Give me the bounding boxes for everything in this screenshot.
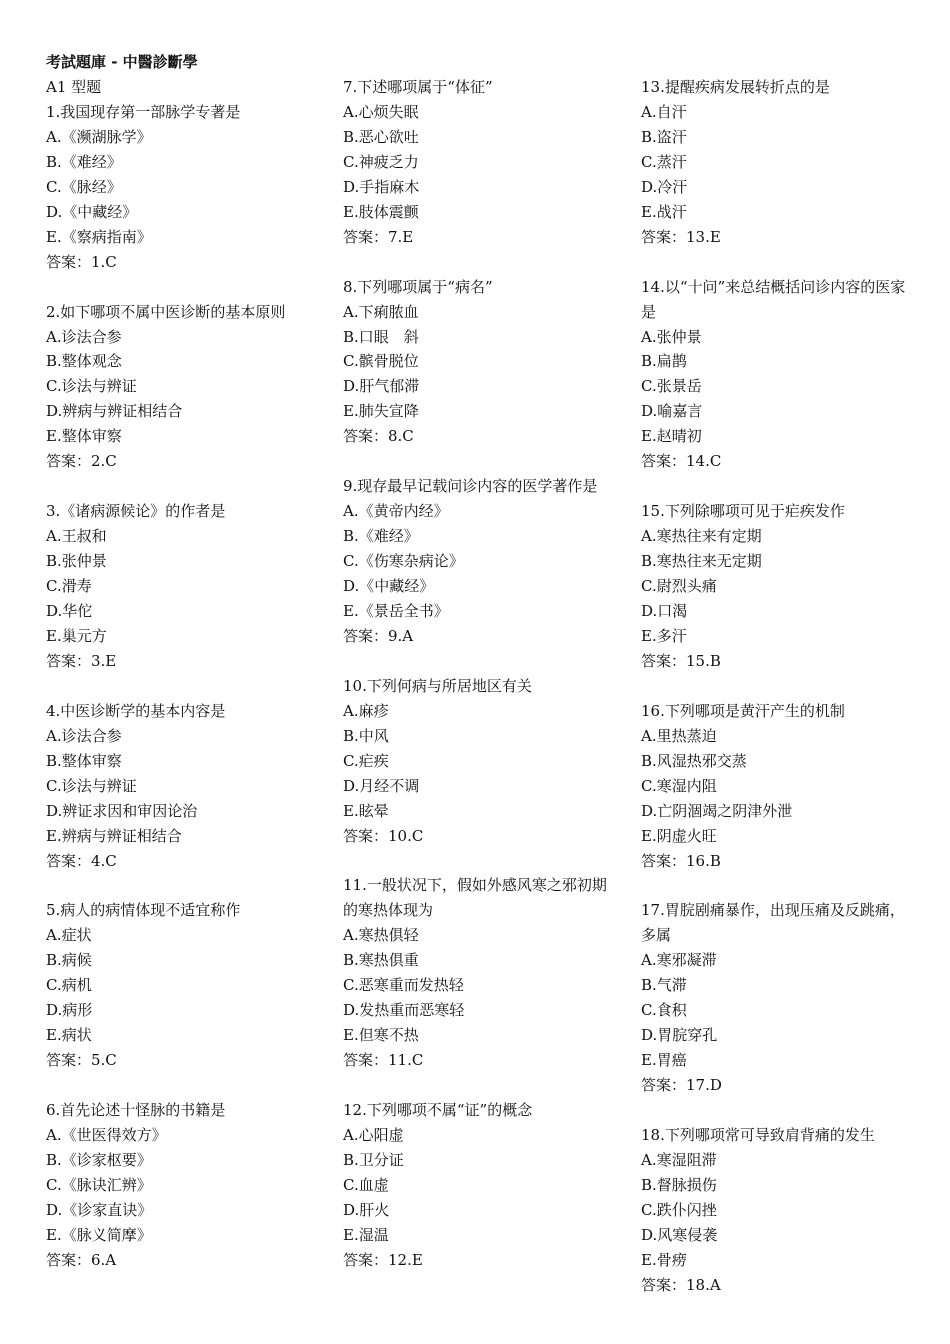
answer-option: E.病状	[46, 1026, 92, 1045]
answer-option: A.《濒湖脉学》	[46, 127, 152, 146]
answer-option: C.寒湿内阻	[641, 776, 717, 795]
answer-option: A.寒邪凝滞	[641, 951, 717, 970]
answer-option: B.病候	[46, 951, 92, 970]
answer-option: D.手指麻木	[343, 177, 420, 196]
answer-option: C.恶寒重而发热轻	[343, 976, 464, 995]
answer-key: 答案：4.C	[46, 851, 117, 870]
answer-option: E.肢体震颤	[343, 202, 419, 221]
answer-option: E.战汗	[641, 202, 687, 221]
question-stem: 18.下列哪项常可导致肩背痛的发生	[641, 1125, 875, 1144]
question-block	[641, 699, 913, 874]
answer-option: E.但寒不热	[343, 1026, 419, 1045]
section-label: A1 型题	[46, 78, 102, 96]
answer-option: E.整体审察	[46, 427, 122, 446]
answer-option: A.《世医得效方》	[46, 1125, 167, 1144]
question-block	[641, 898, 913, 1098]
answer-option: E.多汗	[641, 626, 687, 645]
answer-option: A.《黄帝内经》	[343, 502, 449, 521]
answer-option: D.《中藏经》	[343, 577, 435, 596]
answer-option: B.张仲景	[46, 552, 107, 571]
question-block	[343, 275, 615, 450]
answer-option: A.寒湿阻滞	[641, 1150, 717, 1169]
answer-option: D.肝火	[343, 1200, 390, 1219]
question-stem: 7.下述哪项属于“体征”	[343, 78, 493, 96]
answer-key: 答案：6.A	[46, 1250, 117, 1269]
answer-option: D.口渴	[641, 601, 688, 620]
answer-key: 答案：8.C	[343, 427, 414, 446]
answer-option: A.张仲景	[641, 327, 702, 346]
answer-option: D.喻嘉言	[641, 402, 703, 421]
column-1	[46, 75, 318, 1298]
answer-option: E.赵晴初	[641, 427, 702, 446]
answer-option: E.辨病与辨证相结合	[46, 826, 182, 845]
question-block	[46, 499, 318, 674]
answer-option: C.《伤寒杂病论》	[343, 552, 464, 571]
answer-option: B.风湿热邪交蒸	[641, 751, 747, 770]
answer-option: E.湿温	[343, 1225, 389, 1244]
answer-option: C.诊法与辨证	[46, 377, 137, 396]
answer-option: D.胃脘穿孔	[641, 1026, 718, 1045]
question-stem: 16.下列哪项是黄汗产生的机制	[641, 701, 845, 720]
answer-option: C.《脉诀汇辨》	[46, 1175, 152, 1194]
answer-key: 答案：14.C	[641, 452, 722, 471]
answer-option: B.《难经》	[343, 527, 419, 546]
answer-option: A.心阳虚	[343, 1125, 404, 1144]
column-2	[343, 75, 615, 1298]
question-stem: 12.下列哪项不属“证”的概念	[343, 1101, 533, 1119]
answer-key: 答案：3.E	[46, 651, 117, 670]
answer-option: E.骨痨	[641, 1250, 687, 1269]
answer-key: 答案：2.C	[46, 452, 117, 471]
answer-option: A.诊法合参	[46, 327, 122, 346]
question-stem: 15.下列除哪项可见于疟疾发作	[641, 502, 845, 521]
answer-key: 答案：9.A	[343, 626, 414, 645]
answer-key: 答案：12.E	[343, 1250, 423, 1269]
question-block	[46, 898, 318, 1073]
answer-option: A.寒热俱轻	[343, 926, 419, 945]
answer-option: B.扁鹊	[641, 352, 687, 371]
answer-option: A.寒热往来有定期	[641, 527, 762, 546]
answer-option: B.卫分证	[343, 1150, 404, 1169]
answer-option: A.王叔和	[46, 527, 107, 546]
question-block	[343, 674, 615, 849]
answer-option: C.诊法与辨证	[46, 776, 137, 795]
column-3	[641, 75, 913, 1323]
answer-option: C.血虚	[343, 1175, 389, 1194]
answer-key: 答案：11.C	[343, 1051, 424, 1070]
answer-option: E.《脉义简摩》	[46, 1225, 152, 1244]
answer-option: B.中风	[343, 726, 389, 745]
question-stem: 13.提醒疾病发展转折点的是	[641, 78, 830, 96]
answer-option: C.滑寿	[46, 577, 92, 596]
question-stem: 5.病人的病情体现不适宜称作	[46, 901, 241, 920]
answer-option: B.《诊家枢要》	[46, 1150, 152, 1169]
answer-option: E.眩晕	[343, 801, 389, 820]
question-stem: 2.如下哪项不属中医诊断的基本原则	[46, 302, 286, 321]
question-block	[641, 275, 913, 475]
answer-option: E.肺失宣降	[343, 402, 419, 421]
answer-option: A.症状	[46, 926, 92, 945]
answer-key: 答案：17.D	[641, 1076, 722, 1095]
answer-option: D.肝气郁滞	[343, 377, 420, 396]
answer-option: D.亡阴涸竭之阴津外泄	[641, 801, 793, 820]
answer-option: A.心烦失眠	[343, 102, 419, 121]
question-stem: 3.《诸病源候论》的作者是	[46, 502, 226, 521]
answer-option: B.督脉损伤	[641, 1175, 717, 1194]
question-block	[343, 873, 615, 1073]
answer-option: C.跌仆闪挫	[641, 1200, 717, 1219]
answer-option: B.寒热俱重	[343, 951, 419, 970]
question-block	[343, 75, 615, 250]
answer-option: C.疟疾	[343, 751, 389, 770]
question-block	[641, 1123, 913, 1298]
answer-option: C.《脉经》	[46, 177, 122, 196]
answer-option: D.《诊家直诀》	[46, 1200, 153, 1219]
answer-option: A.麻疹	[343, 701, 389, 720]
answer-option: A.诊法合参	[46, 726, 122, 745]
answer-key: 答案：13.E	[641, 227, 721, 246]
answer-option: E.《察病指南》	[46, 227, 152, 246]
question-stem: 11.一般状况下，假如外感风寒之邪初期的寒热体现为	[343, 876, 607, 920]
question-block	[343, 1098, 615, 1273]
answer-option: E.巢元方	[46, 626, 107, 645]
question-stem: 9.现存最早记载问诊内容的医学著作是	[343, 477, 598, 496]
answer-option: D.华佗	[46, 601, 93, 620]
question-block	[46, 300, 318, 475]
answer-option: A.下痢脓血	[343, 302, 419, 321]
answer-option: B.口眼 斜	[343, 327, 419, 346]
question-stem: 1.我国现存第一部脉学专著是	[46, 102, 241, 121]
question-stem: 4.中医诊断学的基本内容是	[46, 701, 226, 720]
answer-option: D.辨证求因和审因论治	[46, 801, 198, 820]
page-title: 考試題庫 - 中醫診斷學	[46, 53, 198, 71]
question-stem: 6.首先论述十怪脉的书籍是	[46, 1101, 226, 1119]
question-stem: 10.下列何病与所居地区有关	[343, 676, 532, 695]
question-block	[641, 499, 913, 674]
answer-option: D.辨病与辨证相结合	[46, 402, 183, 421]
answer-option: C.神疲乏力	[343, 152, 419, 171]
answer-option: B.整体审察	[46, 751, 122, 770]
answer-option: B.气滞	[641, 976, 687, 995]
answer-key: 答案：5.C	[46, 1051, 117, 1070]
question-block	[46, 699, 318, 874]
answer-option: D.《中藏经》	[46, 202, 138, 221]
question-stem: 8.下列哪项属于“病名”	[343, 277, 493, 296]
question-block	[46, 100, 318, 275]
answer-option: D.月经不调	[343, 776, 420, 795]
answer-option: D.发热重而恶寒轻	[343, 1001, 465, 1020]
question-block	[46, 1098, 318, 1273]
question-stem: 17.胃脘剧痛暴作，出现压痛及反跳痛，多属	[641, 901, 905, 945]
question-block	[641, 75, 913, 250]
answer-option: B.整体观念	[46, 352, 122, 371]
answer-option: B.盗汗	[641, 127, 687, 146]
answer-key: 答案：10.C	[343, 826, 424, 845]
answer-option: D.风寒侵袭	[641, 1225, 718, 1244]
answer-option: E.胃癌	[641, 1051, 687, 1070]
answer-option: C.蒸汗	[641, 152, 687, 171]
question-block	[343, 474, 615, 649]
answer-option: D.病形	[46, 1001, 93, 1020]
answer-key: 答案：15.B	[641, 651, 721, 670]
answer-option: D.冷汗	[641, 177, 688, 196]
answer-key: 答案：18.A	[641, 1275, 721, 1294]
answer-option: A.自汗	[641, 102, 687, 121]
answer-option: E.《景岳全书》	[343, 601, 449, 620]
answer-option: C.食积	[641, 1001, 687, 1020]
answer-option: A.里热蒸迫	[641, 726, 717, 745]
answer-option: C.尉烈头痛	[641, 577, 717, 596]
answer-option: B.恶心欲吐	[343, 127, 419, 146]
question-stem: 14.以“十问”来总结概括问诊内容的医家是	[641, 277, 906, 321]
answer-option: B.《难经》	[46, 152, 122, 171]
answer-option: C.髌骨脱位	[343, 352, 419, 371]
answer-option: E.阴虚火旺	[641, 826, 717, 845]
answer-option: C.张景岳	[641, 377, 702, 396]
answer-option: B.寒热往来无定期	[641, 552, 762, 571]
answer-option: C.病机	[46, 976, 92, 995]
answer-key: 答案：7.E	[343, 227, 414, 246]
answer-key: 答案：1.C	[46, 252, 117, 271]
answer-key: 答案：16.B	[641, 851, 721, 870]
